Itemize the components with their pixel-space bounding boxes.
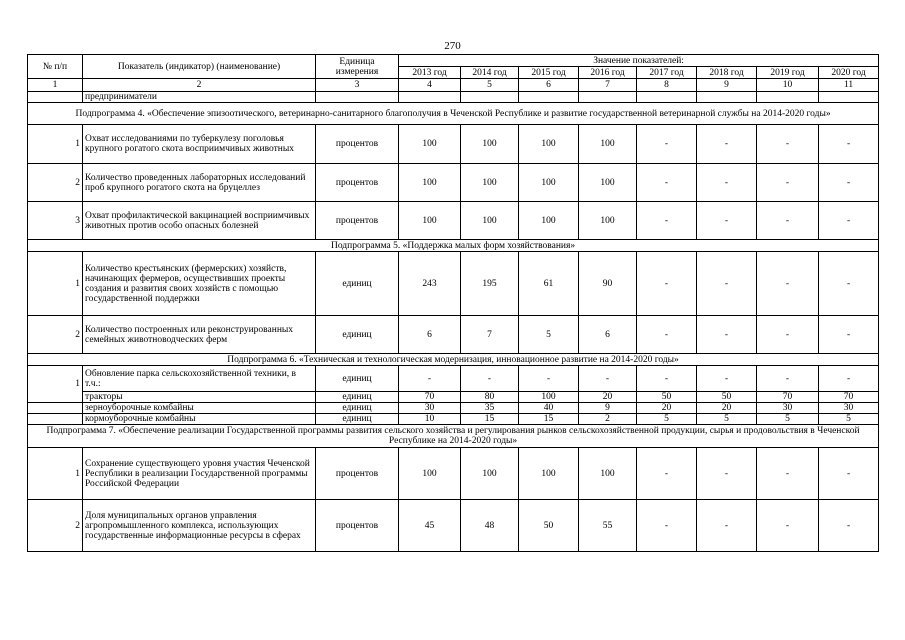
indicators-table bbox=[27, 54, 879, 552]
header-indicator: Показатель (индикатор) (наименование) bbox=[83, 55, 316, 79]
table-row bbox=[28, 92, 879, 103]
table-row: тракторы единиц 70 80 100 20 50 50 70 70 bbox=[28, 392, 879, 403]
table-row: 1 Обновление парка сельскохозяйственной техники, в т.ч.: единиц - - - - - - - - bbox=[28, 366, 879, 392]
table-row: 1 Охват исследованиями по туберкулезу поголовья крупного рогатого скота восприимчивых животных процентов 100 100 100 100 - - - - bbox=[28, 125, 879, 164]
header-year: 2019 год bbox=[757, 67, 819, 79]
index-cell: 5 bbox=[461, 79, 519, 92]
index-cell: 6 bbox=[519, 79, 579, 92]
index-cell: 2 bbox=[83, 79, 316, 92]
table-row: 2 Количество проведенных лабораторных исследований проб крупного рогатого скота на бруцеллез процентов 100 100 100 100 - - - - bbox=[28, 164, 879, 202]
header-year: 2017 год bbox=[637, 67, 697, 79]
table-row: 2 Количество построенных или реконструированных семейных животноводческих ферм единиц 6 7 5 6 - - - - bbox=[28, 316, 879, 354]
header-year: 2018 год bbox=[697, 67, 757, 79]
index-cell: 8 bbox=[637, 79, 697, 92]
header-year: 2016 год bbox=[579, 67, 637, 79]
index-cell: 9 bbox=[697, 79, 757, 92]
table-row: 1 Сохранение существующего уровня участия Чеченской Республики в реализации Государственной программы Российской Федерации процентов 100 100 100 100 - - - - bbox=[28, 448, 879, 500]
subprogram-5-title: Подпрограмма 5. «Поддержка малых форм хозяйствования» bbox=[28, 240, 879, 252]
header-year: 2014 год bbox=[461, 67, 519, 79]
index-cell: 1 bbox=[28, 79, 83, 92]
table-row: 3 Охват профилактической вакцинацией восприимчивых животных против особо опасных болезней процентов 100 100 100 100 - - - - bbox=[28, 202, 879, 240]
header-num: № п/п bbox=[28, 55, 83, 79]
index-cell: 4 bbox=[399, 79, 461, 92]
table-row: зерноуборочные комбайны единиц 30 35 40 9 20 20 30 30 bbox=[28, 403, 879, 414]
subprogram-6-title: Подпрограмма 6. «Техническая и технологическая модернизация, инновационное развитие на 2014-2020 годы» bbox=[28, 354, 879, 366]
table-row: 2 Доля муниципальных органов управления агропромышленного комплекса, использующих государственные информационные ресурсы в сферах процентов 45 48 50 55 - - - - bbox=[28, 500, 879, 552]
index-cell: 11 bbox=[819, 79, 879, 92]
index-cell: 3 bbox=[316, 79, 399, 92]
index-cell: 7 bbox=[579, 79, 637, 92]
header-values: Значение показателей: bbox=[399, 55, 879, 67]
index-row bbox=[28, 79, 879, 92]
subprogram-7-title: Подпрограмма 7. «Обеспечение реализации Государственной программы развития сельского хозяйства и регулирования рынков сельскохозяйственной продукции, сырья и продовольствия в Чеченской Республике на 2014-2020 годы» bbox=[28, 425, 879, 448]
subprogram-4-title: Подпрограмма 4. «Обеспечение эпизоотического, ветеринарно-санитарного благополучия в Чеченской Республике и развитие государственной ветеринарной службы на 2014-2020 годы» bbox=[28, 103, 879, 125]
index-cell: 10 bbox=[757, 79, 819, 92]
header-year: 2020 год bbox=[819, 67, 879, 79]
header-year: 2013 год bbox=[399, 67, 461, 79]
table-row: 1 Количество крестьянских (фермерских) хозяйств, начинающих фермеров, осуществивших проекты создания и развития своих хозяйств с помощью государственной поддержки единиц 243 195 61 90 - - - - bbox=[28, 252, 879, 316]
page-number: 270 bbox=[444, 40, 461, 52]
table-row: кормоуборочные комбайны единиц 10 15 15 2 5 5 5 5 bbox=[28, 414, 879, 425]
header-year: 2015 год bbox=[519, 67, 579, 79]
header-unit: Единица измерения bbox=[316, 55, 399, 79]
continuation-text: предприниматели bbox=[83, 92, 316, 103]
